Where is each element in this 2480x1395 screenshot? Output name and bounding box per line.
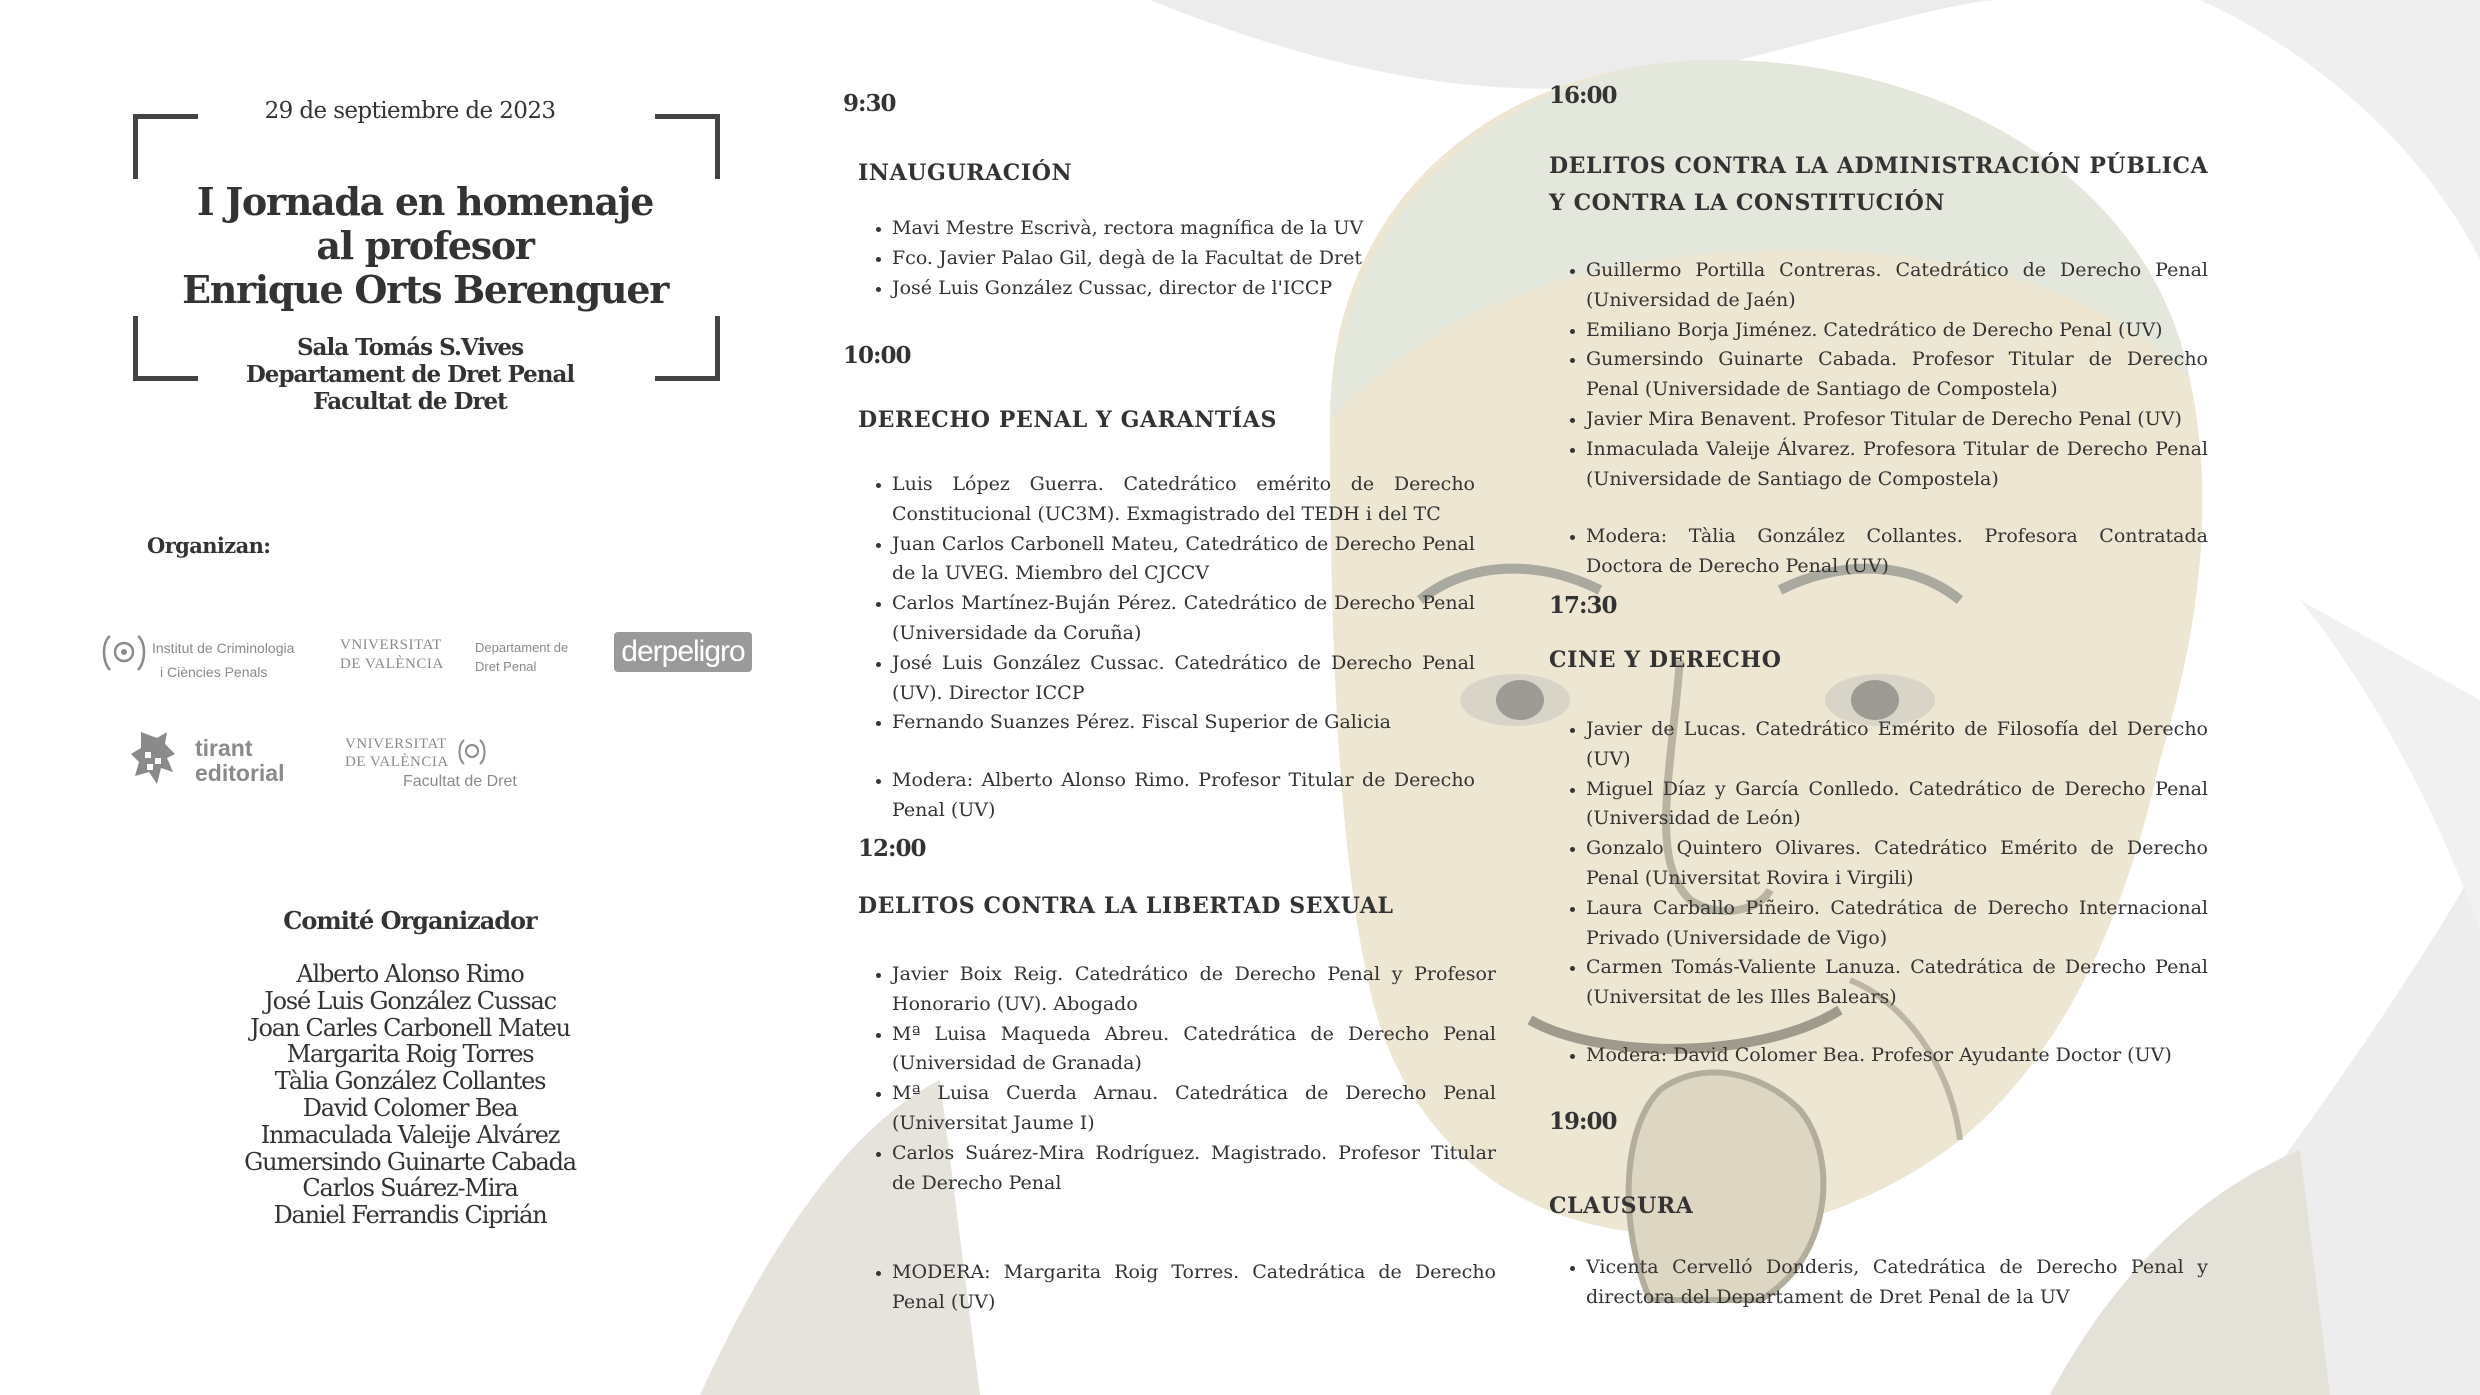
- committee-member: David Colomer Bea: [302, 1093, 518, 1122]
- committee-title: Comité Organizador: [283, 906, 537, 935]
- derpeligro-logo: derpeligro: [614, 632, 752, 672]
- speaker-item: • José Luis González Cussac, director de l'ICCP: [892, 274, 1452, 304]
- tirant-text-1: tirant: [195, 735, 253, 761]
- speaker-item: • Guillermo Portilla Contreras. Catedrático de Derecho Penal (Universidad de Jaén): [1586, 256, 2208, 316]
- speaker-item: • Carlos Suárez-Mira Rodríguez. Magistrado. Profesor Titular de Derecho Penal: [892, 1139, 1496, 1199]
- fac-text-3: Facultat de Dret: [403, 773, 517, 790]
- uv-text-2: DE VALÈNCIA: [340, 656, 444, 672]
- committee-member: Daniel Ferrandis Ciprián: [273, 1201, 547, 1230]
- departament-dret-penal-logo: [475, 638, 585, 678]
- dept-text-2: Dret Penal: [475, 659, 537, 674]
- speaker-item: • Miguel Díaz y García Conlledo. Catedrático de Derecho Penal (Universidad de León): [1586, 775, 2208, 835]
- organizers-label: Organizan:: [147, 533, 271, 558]
- speaker-item: • Luis López Guerra. Catedrático emérito de Derecho Constitucional (UC3M). Exmagistrado del TEDH i del TC: [892, 470, 1475, 530]
- session-title: DELITOS CONTRA LA LIBERTAD SEXUAL: [858, 893, 1394, 919]
- speaker-item: • José Luis González Cussac. Catedrático de Derecho Penal (UV). Director ICCP: [892, 649, 1475, 709]
- venue-line: Sala Tomás S.Vives: [296, 334, 524, 361]
- criminologia-emblem-icon: [100, 632, 148, 676]
- speaker-item: • Juan Carlos Carbonell Mateu, Catedrático de Derecho Penal de la UVEG. Miembro del CJCCV: [892, 530, 1475, 590]
- session-time: 10:00: [843, 342, 911, 369]
- committee-list: [225, 961, 595, 1229]
- committee-member: Tàlia González Collantes: [274, 1067, 546, 1096]
- event-title-line: I Jornada en homenaje: [196, 179, 654, 224]
- session-title-line: DELITOS CONTRA LA ADMINISTRACIÓN PÚBLICA: [1549, 153, 2209, 179]
- session-title-line: Y CONTRA LA CONSTITUCIÓN: [1549, 190, 1946, 216]
- speaker-item: • Mª Luisa Maqueda Abreu. Catedrática de Derecho Penal (Universidad de Granada): [892, 1020, 1496, 1080]
- speaker-item: • Javier de Lucas. Catedrático Emérito de Filosofía del Derecho (UV): [1586, 715, 2208, 775]
- session-speakers: [1552, 1253, 2208, 1313]
- committee-member: Joan Carles Carbonell Mateu: [250, 1013, 570, 1042]
- frame-corner-top-left: [133, 114, 198, 179]
- speaker-item: • Laura Carballo Piñeiro. Catedrática de Derecho Internacional Privado (Universidade de Vigo): [1586, 894, 2208, 954]
- speaker-item: • Fco. Javier Palao Gil, degà de la Facultat de Dret: [892, 244, 1452, 274]
- uv-text-1: VNIVERSITAT: [340, 637, 442, 653]
- speaker-item: • Carmen Tomás-Valiente Lanuza. Catedrática de Derecho Penal (Universitat de les Illes Balears): [1586, 953, 2208, 1013]
- session-time: 19:00: [1549, 1108, 1617, 1135]
- speaker-item: • Gonzalo Quintero Olivares. Catedrático Emérito de Derecho Penal (Universitat Rovira i Virgili): [1586, 834, 2208, 894]
- session-speakers: [1552, 256, 2208, 582]
- venue-line: Facultat de Dret: [313, 388, 507, 415]
- moderator-item: • MODERA: Margarita Roig Torres. Catedrática de Derecho Penal (UV): [892, 1258, 1496, 1318]
- dept-text-1: Departament de: [475, 640, 569, 655]
- facultat-dret-logo: [345, 735, 545, 795]
- session-speakers: [858, 960, 1496, 1318]
- committee-member: Alberto Alonso Rimo: [296, 960, 524, 988]
- session-time: 16:00: [1549, 82, 1617, 109]
- committee-member: Carlos Suárez-Mira: [302, 1174, 518, 1203]
- speaker-item: • Vicenta Cervelló Donderis, Catedrática de Derecho Penal y directora del Departament de Dret Penal de la UV: [1586, 1253, 2208, 1313]
- session-title: [1549, 148, 2208, 222]
- universitat-valencia-logo: [340, 636, 460, 680]
- committee-member: Gumersindo Guinarte Cabada: [244, 1147, 576, 1176]
- session-title: CINE Y DERECHO: [1549, 647, 1782, 673]
- committee-member: José Luis González Cussac: [264, 986, 556, 1015]
- criminologia-text-2: i Ciències Penals: [160, 664, 268, 680]
- tirant-text-2: editorial: [195, 760, 285, 786]
- institut-criminologia-logo: [100, 630, 315, 690]
- speaker-item: • Javier Mira Benavent. Profesor Titular de Derecho Penal (UV): [1586, 405, 2208, 435]
- speaker-item: • Inmaculada Valeije Álvarez. Profesora Titular de Derecho Penal (Universidade de Santiago de Compostela): [1586, 435, 2208, 495]
- speaker-item: • Fernando Suanzes Pérez. Fiscal Superior de Galicia: [892, 708, 1475, 738]
- session-time: 17:30: [1549, 592, 1617, 619]
- committee-member: Inmaculada Valeije Alvárez: [260, 1120, 560, 1149]
- moderator-item: • Modera: David Colomer Bea. Profesor Ayudante Doctor (UV): [1586, 1041, 2208, 1071]
- tirant-editorial-logo: [127, 728, 307, 788]
- session-title: CLAUSURA: [1549, 1193, 1694, 1219]
- session-speakers: [858, 214, 1452, 303]
- speaker-item: • Emiliano Borja Jiménez. Catedrático de Derecho Penal (UV): [1586, 316, 2208, 346]
- event-date: 29 de septiembre de 2023: [264, 98, 556, 124]
- tirant-knight-icon: [127, 728, 183, 788]
- speaker-item: • Mª Luisa Cuerda Arnau. Catedrática de Derecho Penal (Universitat Jaume I): [892, 1079, 1496, 1139]
- session-title: DERECHO PENAL Y GARANTÍAS: [858, 407, 1277, 433]
- event-title: [135, 180, 715, 312]
- event-title-line: Enrique Orts Berenguer: [182, 267, 668, 312]
- moderator-item: • Modera: Tàlia González Collantes. Profesora Contratada Doctora de Derecho Penal (UV): [1586, 522, 2208, 582]
- session-speakers: [858, 470, 1475, 826]
- session-speakers: [1552, 715, 2208, 1071]
- session-title: INAUGURACIÓN: [858, 160, 1073, 186]
- criminologia-text-1: Institut de Criminologia: [152, 640, 295, 656]
- moderator-item: • Modera: Alberto Alonso Rimo. Profesor Titular de Derecho Penal (UV): [892, 766, 1475, 826]
- fac-text-1: VNIVERSITAT: [345, 736, 447, 752]
- fac-text-2: DE VALÈNCIA: [345, 754, 449, 770]
- speaker-item: • Javier Boix Reig. Catedrático de Derecho Penal y Profesor Honorario (UV). Abogado: [892, 960, 1496, 1020]
- committee-member: Margarita Roig Torres: [286, 1040, 534, 1069]
- facultat-emblem-icon: [457, 737, 487, 767]
- venue-line: Departament de Dret Penal: [245, 361, 575, 388]
- speaker-item: • Gumersindo Guinarte Cabada. Profesor Titular de Derecho Penal (Universidade de Santiago de Compostela): [1586, 345, 2208, 405]
- speaker-item: • Mavi Mestre Escrivà, rectora magnífica de la UV: [892, 214, 1452, 244]
- session-time: 12:00: [858, 835, 926, 862]
- speaker-item: • Carlos Martínez-Buján Pérez. Catedrático de Derecho Penal (Universidade da Coruña): [892, 589, 1475, 649]
- frame-corner-top-right: [655, 114, 720, 179]
- event-title-line: al profesor: [316, 223, 534, 268]
- session-time: 9:30: [843, 90, 896, 117]
- venue: [135, 334, 685, 415]
